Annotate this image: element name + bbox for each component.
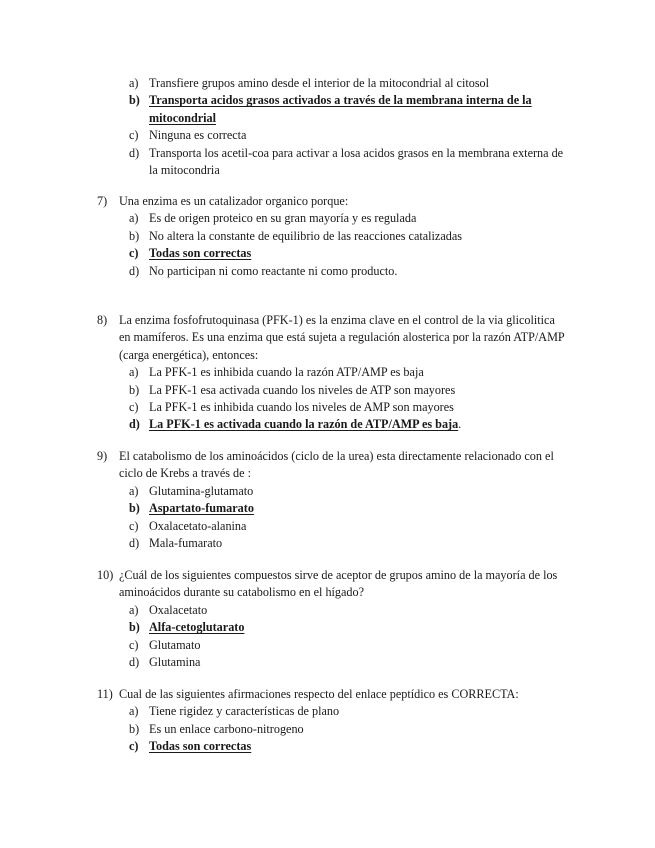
option-letter: c) [129, 128, 139, 143]
option-9d [0, 535, 655, 552]
option-text: Es de origen proteico en su gran mayoría y es regulada [149, 211, 417, 226]
question-9-stem [0, 448, 655, 483]
option-letter: a) [129, 76, 139, 90]
question-text: La enzima fosfofrutoquinasa (PFK-1) es la enzima clave en el control de la via glicolitica en mamíferos. Es una enzima que está sujeta a regulación alosterica por la razón ATP/AMP (carga energética), entonces: [119, 313, 565, 362]
option-text: Glutamina-glutamato [149, 483, 254, 498]
option-11c-correct [0, 738, 655, 755]
option-text: La PFK-1 esa activada cuando los niveles de ATP son mayores [149, 382, 456, 397]
question-7-stem [0, 193, 655, 210]
question-number: 10) [97, 568, 114, 582]
question-6 [0, 75, 655, 179]
option-letter: b) [129, 721, 140, 736]
question-11 [0, 686, 655, 756]
option-text: Todas son correctas [149, 246, 252, 261]
option-letter: b) [129, 228, 140, 243]
question-7 [0, 193, 655, 280]
question-text: El catabolismo de los aminoácidos (ciclo de la urea) esta directamente relacionado con el ciclo de Krebs a través de : [119, 449, 554, 481]
option-11a [0, 703, 655, 720]
option-letter: c) [129, 246, 139, 261]
question-text: Cual de las siguientes afirmaciones respecto del enlace peptídico es CORRECTA: [119, 687, 519, 701]
option-11b [0, 721, 655, 738]
option-9a [0, 483, 655, 500]
option-text: La PFK-1 es inhibida cuando los niveles de AMP son mayores [149, 400, 454, 415]
question-11-options [0, 703, 655, 755]
option-6a [0, 75, 655, 92]
option-letter: b) [129, 501, 140, 516]
option-text: Mala-fumarato [149, 536, 223, 551]
option-text: Alfa-cetoglutarato [149, 620, 245, 635]
trailing-period: . [458, 417, 462, 432]
question-8-options [0, 364, 655, 434]
option-letter: d) [129, 263, 140, 278]
option-6c [0, 127, 655, 144]
question-number: 9) [97, 449, 108, 463]
option-text: Glutamina [149, 655, 201, 670]
option-text: La PFK-1 es inhibida cuando la razón ATP/AMP es baja [149, 365, 424, 380]
option-text: No participan ni como reactante ni como producto. [149, 263, 398, 278]
option-letter: a) [129, 483, 139, 498]
option-letter: c) [129, 637, 139, 652]
option-letter: d) [129, 536, 140, 551]
option-text: Aspartato-fumarato [149, 501, 254, 516]
option-6d [0, 145, 655, 180]
question-number: 8) [97, 313, 108, 327]
option-10a [0, 602, 655, 619]
question-8 [0, 312, 655, 434]
question-text: ¿Cuál de los siguientes compuestos sirve de aceptor de grupos amino de la mayoría de los aminoácidos durante su catabolismo en el hígado? [119, 568, 558, 600]
question-text: Una enzima es un catalizador organico porque: [119, 194, 349, 208]
question-9-options [0, 483, 655, 553]
question-6-options [0, 75, 655, 179]
option-letter: c) [129, 518, 139, 533]
question-7-options [0, 210, 655, 280]
option-7d [0, 263, 655, 280]
option-letter: d) [129, 655, 140, 670]
option-letter: a) [129, 602, 139, 617]
option-text: Transfiere grupos amino desde el interior de la mitocondrial al citosol [149, 76, 490, 90]
option-10d [0, 654, 655, 671]
option-10c [0, 637, 655, 654]
option-8d-correct [0, 416, 655, 433]
option-letter: c) [129, 739, 139, 754]
option-8a [0, 364, 655, 381]
option-text: Oxalacetato [149, 602, 208, 617]
option-letter: a) [129, 211, 139, 226]
option-7b [0, 228, 655, 245]
question-11-stem [0, 686, 655, 703]
option-letter: a) [129, 704, 139, 719]
option-10b-correct [0, 619, 655, 636]
option-9b-correct [0, 500, 655, 517]
question-number: 7) [97, 194, 108, 208]
question-10-stem [0, 567, 655, 602]
question-9 [0, 448, 655, 552]
option-9c [0, 518, 655, 535]
option-text: Transporta los acetil-coa para activar a losa acidos grasos en la membrana externa de la mitocondria [149, 145, 564, 178]
option-letter: a) [129, 365, 139, 380]
option-text: Todas son correctas [149, 739, 252, 754]
option-text: Glutamato [149, 637, 201, 652]
question-number: 11) [97, 687, 113, 701]
option-8b [0, 382, 655, 399]
option-8c [0, 399, 655, 416]
option-6b-correct [0, 92, 655, 127]
question-10 [0, 567, 655, 671]
option-7c-correct [0, 245, 655, 262]
option-letter: d) [129, 417, 140, 432]
option-text: No altera la constante de equilibrio de las reacciones catalizadas [149, 228, 463, 243]
option-letter: b) [129, 382, 140, 397]
option-letter: d) [129, 145, 140, 160]
option-text: Ninguna es correcta [149, 128, 247, 143]
option-text: Oxalacetato-alanina [149, 518, 247, 533]
option-letter: b) [129, 93, 140, 108]
option-text: Tiene rigidez y características de plano [149, 704, 340, 719]
option-text: La PFK-1 es activada cuando la razón de ATP/AMP es baja [149, 417, 459, 432]
option-7a [0, 210, 655, 227]
option-text: Transporta acidos grasos activados a través de la membrana interna de la mitocondrial [149, 93, 532, 125]
option-text: Es un enlace carbono-nitrogeno [149, 721, 304, 736]
question-10-options [0, 602, 655, 672]
question-8-stem [0, 312, 655, 364]
option-letter: b) [129, 620, 140, 635]
option-letter: c) [129, 400, 139, 415]
